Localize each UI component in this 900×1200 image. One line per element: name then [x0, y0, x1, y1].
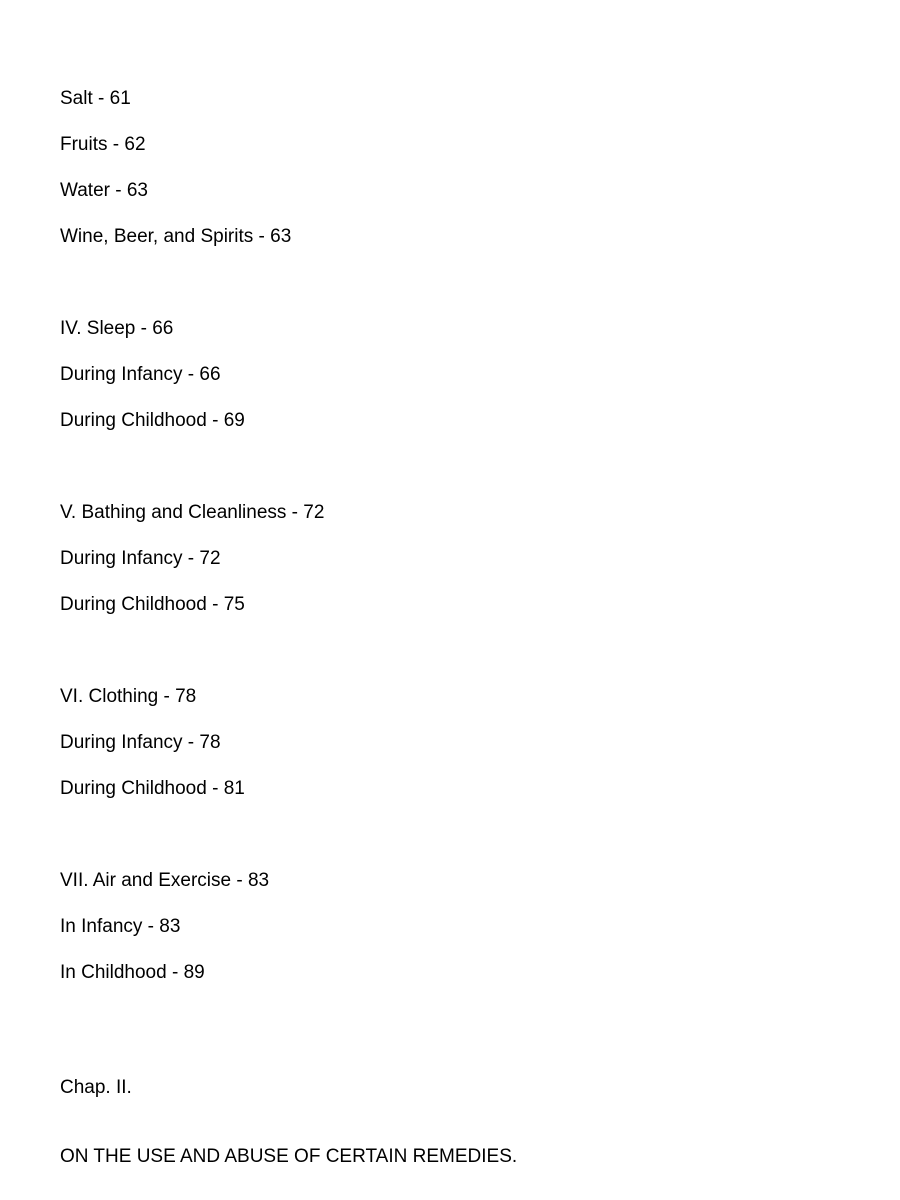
toc-entry-bathing-infancy: During Infancy - 72	[60, 548, 221, 569]
toc-section-heading-clothing: VI. Clothing - 78	[60, 686, 197, 707]
toc-section-heading-air-exercise: VII. Air and Exercise - 83	[60, 870, 270, 891]
toc-entry-sleep-childhood: During Childhood - 69	[60, 410, 245, 431]
toc-entry-fruits: Fruits - 62	[60, 134, 146, 155]
toc-entry-salt: Salt - 61	[60, 88, 131, 109]
toc-entry-clothing-infancy: During Infancy - 78	[60, 732, 221, 753]
toc-entry-bathing-childhood: During Childhood - 75	[60, 594, 245, 615]
chapter-title: ON THE USE AND ABUSE OF CERTAIN REMEDIES.	[60, 1146, 518, 1167]
chapter-label: Chap. II.	[60, 1077, 132, 1098]
toc-entry-air-infancy: In Infancy - 83	[60, 916, 181, 937]
toc-entry-clothing-childhood: During Childhood - 81	[60, 778, 245, 799]
toc-section-heading-sleep: IV. Sleep - 66	[60, 318, 174, 339]
toc-entry-water: Water - 63	[60, 180, 148, 201]
toc-section-heading-bathing: V. Bathing and Cleanliness - 72	[60, 502, 325, 523]
toc-entry-sleep-infancy: During Infancy - 66	[60, 364, 221, 385]
toc-entry-wine-beer-spirits: Wine, Beer, and Spirits - 63	[60, 226, 292, 247]
toc-entry-air-childhood: In Childhood - 89	[60, 962, 205, 983]
